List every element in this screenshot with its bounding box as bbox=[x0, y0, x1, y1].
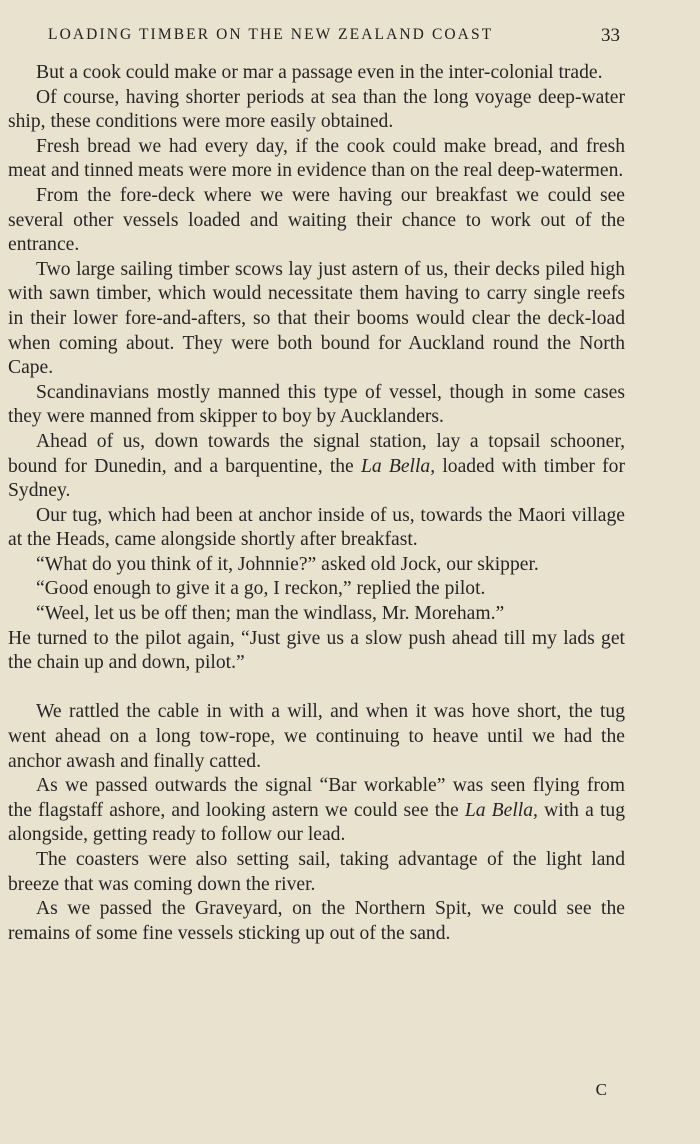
paragraph-text: with a tug alongside, getting ready to follow our lead. bbox=[8, 799, 625, 846]
paragraph: Of course, having shorter periods at sea than the long voyage deep-water ship, these conditions were more easily obtained. bbox=[8, 86, 625, 133]
paragraph bbox=[8, 774, 625, 848]
paragraph bbox=[8, 430, 625, 504]
paragraph: The coasters were also setting sail, taking advantage of the light land breeze that was coming down the river. bbox=[8, 849, 625, 895]
paragraph-text: loaded with timber for Sydney. bbox=[8, 455, 626, 502]
running-head-title: LOADING TIMBER ON THE NEW ZEALAND COAST bbox=[48, 26, 494, 43]
paragraph: “What do you think of it, Johnnie?” asked old Jock, our skipper. bbox=[36, 553, 539, 575]
paragraph-text: As we passed outwards the signal “Bar workable” was seen flying from the flagstaff ashore, and looking astern we could see the bbox=[8, 775, 625, 821]
paragraph: Our tug, which had been at anchor inside of us, towards the Maori village at the Heads, came alongside shortly after breakfast. bbox=[8, 504, 625, 551]
paragraph: Scandinavians mostly manned this type of vessel, though in some cases they were manned from skipper to boy by Aucklanders. bbox=[8, 381, 625, 428]
paragraph: Fresh bread we had every day, if the cook could make bread, and fresh meat and tinned meats were more in evidence than on the real deep-watermen. bbox=[8, 135, 625, 182]
paragraph: From the fore-deck where we were having our breakfast we could see several other vessels loaded and waiting their chance to work out of the entrance. bbox=[8, 184, 625, 256]
paragraph: “Weel, let us be off then; man the windlass, Mr. Moreham.” bbox=[36, 603, 505, 625]
signature-mark: C bbox=[595, 1080, 607, 1099]
paragraph: We rattled the cable in with a will, and when it was hove short, the tug went ahead on a long tow-rope, we continuing to heave until we had the anchor awash and finally catted. bbox=[8, 701, 625, 772]
body-text bbox=[8, 61, 625, 946]
paragraph: “Good enough to give it a go, I reckon,” replied the pilot. bbox=[36, 578, 486, 600]
paragraph: Two large sailing timber scows lay just astern of us, their decks piled high with sawn timber, which would necessitate them having to carry single reefs in their lower fore-and-afters, so that their booms would clear the deck-load when coming about. They were both bound for Auckland round the North Cape. bbox=[8, 258, 625, 379]
ship-name-italic: La Bella, bbox=[360, 455, 436, 477]
paragraph: But a cook could make or mar a passage even in the inter-colonial trade. bbox=[36, 62, 603, 83]
page-number: 33 bbox=[601, 25, 620, 46]
ship-name-italic: La Bella, bbox=[464, 799, 538, 821]
paragraph: He turned to the pilot again, “Just give us a slow push ahead till my lads get the chain up and down, pilot.” bbox=[8, 627, 625, 674]
paragraph: As we passed the Graveyard, on the Northern Spit, we could see the remains of some fine vessels sticking up out of the sand. bbox=[8, 898, 625, 944]
paragraph-text: Ahead of us, down towards the signal station, lay a topsail schooner, bound for Dunedin, and a barquentine, the bbox=[8, 430, 625, 477]
